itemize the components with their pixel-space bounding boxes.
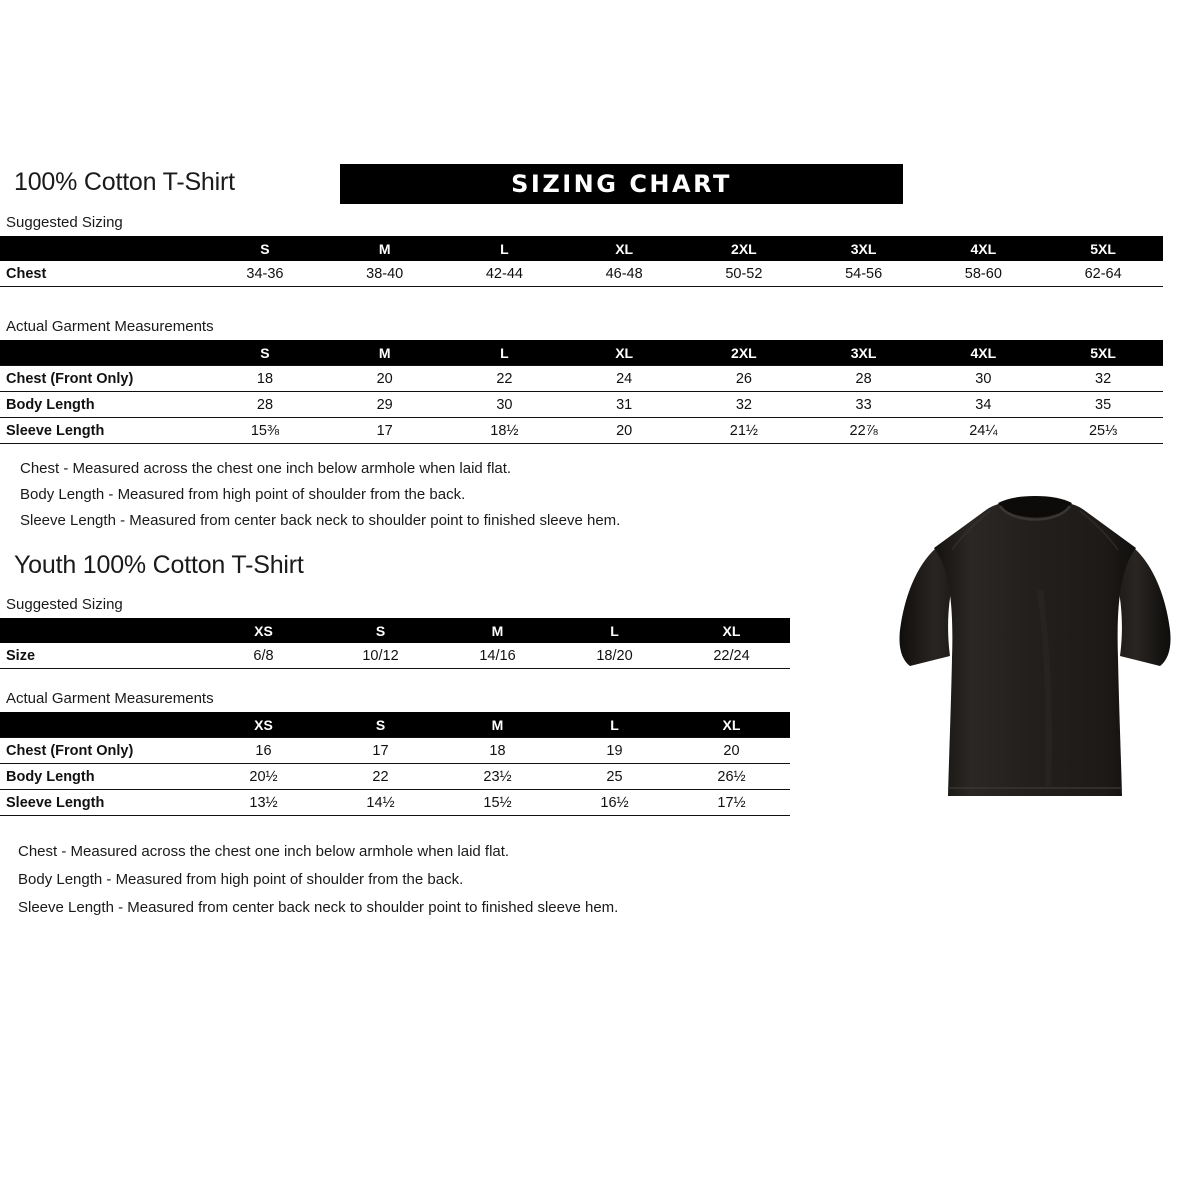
adult-section-title: 100% Cotton T-Shirt (14, 168, 235, 196)
youth-note-body-length: Body Length - Measured from high point of shoulder from the back. (18, 871, 464, 888)
table-row (0, 790, 790, 815)
column-header: M (378, 240, 391, 257)
column-header: L (610, 622, 619, 639)
cell-value: 20½ (249, 768, 278, 785)
column-header: M (491, 622, 504, 639)
youth-note-sleeve-length: Sleeve Length - Measured from center back neck to shoulder point to finished sleeve hem. (18, 899, 619, 916)
column-header: S (260, 240, 270, 257)
cell-value: 50-52 (725, 265, 763, 282)
column-header: S (375, 716, 386, 733)
adult-note-body-length: Body Length - Measured from high point of shoulder from the back. (20, 486, 466, 503)
cell-value: 21½ (729, 422, 758, 439)
column-header: L (500, 240, 509, 257)
cell-value: 23½ (483, 768, 512, 785)
tshirt-body (934, 500, 1136, 796)
youth-note-chest: Chest - Measured across the chest one inch below armhole when laid flat. (18, 843, 510, 860)
youth-suggested-sizing-label: Suggested Sizing (6, 596, 123, 613)
cell-value: 38-40 (366, 265, 404, 282)
row-label: Sleeve Length (6, 794, 105, 811)
row-label: Chest (Front Only) (6, 742, 134, 759)
cell-value: 18 (489, 742, 506, 759)
cell-value: 17½ (717, 794, 746, 811)
cell-value: 30 (975, 370, 992, 387)
row-label: Chest (Front Only) (6, 370, 134, 387)
column-header (0, 236, 205, 261)
cell-value: 17 (372, 742, 389, 759)
row-label: Chest (6, 265, 47, 282)
cell-value: 22 (496, 370, 513, 387)
adult-note-sleeve-length: Sleeve Length - Measured from center back neck to shoulder point to finished sleeve hem. (20, 512, 621, 529)
column-header: 4XL (970, 344, 997, 361)
column-header: 3XL (850, 344, 877, 361)
youth-section-title: Youth 100% Cotton T-Shirt (14, 551, 304, 579)
adult-note-chest: Chest - Measured across the chest one inch below armhole when laid flat. (20, 460, 512, 477)
row-label: Body Length (6, 768, 95, 785)
cell-value: 28 (256, 396, 274, 413)
cell-value: 35 (1095, 396, 1112, 413)
black-tshirt-illustration (890, 470, 1180, 815)
column-header: XL (722, 622, 741, 639)
cell-value: 58-60 (964, 265, 1002, 282)
table-rule (0, 668, 790, 669)
youth-suggested-sizing-table (0, 618, 790, 669)
cell-value: 17 (376, 422, 393, 439)
adult-suggested-sizing-table (0, 236, 1163, 287)
table-rule (0, 443, 1163, 444)
column-header (0, 712, 205, 737)
cell-value: 18/20 (596, 647, 633, 664)
sizing-chart-banner-label: SIZING CHART (511, 170, 732, 198)
column-header: 2XL (731, 240, 757, 257)
cell-value: 34 (975, 396, 992, 413)
cell-value: 16 (255, 742, 272, 759)
cell-value: 10/12 (362, 647, 399, 664)
cell-value: 26½ (717, 768, 746, 785)
cell-value: 29 (376, 396, 393, 413)
table-row (0, 764, 790, 789)
column-header: XS (254, 716, 273, 733)
column-header: S (375, 622, 386, 639)
cell-value: 62-64 (1084, 265, 1122, 282)
column-header: L (500, 344, 509, 361)
column-header: L (610, 716, 619, 733)
cell-value: 15½ (483, 794, 512, 811)
cell-value: 31 (616, 396, 633, 413)
cell-value: 22⅞ (849, 422, 878, 439)
table-header-row (0, 340, 1163, 365)
cell-value: 18½ (490, 422, 519, 439)
cell-value: 54-56 (845, 265, 883, 282)
cell-value: 32 (1095, 370, 1112, 387)
cell-value: 30 (496, 396, 513, 413)
column-header: XL (615, 240, 634, 257)
cell-value: 24¼ (969, 422, 998, 439)
cell-value: 22 (372, 768, 389, 785)
cell-value: 32 (735, 396, 752, 413)
column-header: M (491, 716, 504, 733)
column-header: XL (615, 344, 634, 361)
column-header: 5XL (1090, 240, 1116, 257)
column-header: XS (254, 622, 273, 639)
column-header: 2XL (731, 344, 757, 361)
cell-value: 20 (616, 422, 633, 439)
column-header: M (378, 344, 391, 361)
cell-value: 14½ (366, 794, 395, 811)
cell-value: 42-44 (485, 265, 523, 282)
column-header (0, 340, 205, 365)
table-row (0, 392, 1163, 417)
cell-value: 25⅓ (1088, 422, 1118, 439)
column-header: 5XL (1090, 344, 1116, 361)
column-header: 3XL (850, 240, 877, 257)
table-row (0, 366, 1163, 391)
cell-value: 34-36 (246, 265, 284, 282)
cell-value: 19 (606, 742, 623, 759)
table-header-row (0, 712, 790, 737)
row-label: Body Length (6, 396, 95, 413)
row-label: Size (6, 647, 36, 664)
table-rule (0, 815, 790, 816)
cell-value: 28 (855, 370, 872, 387)
column-header (0, 618, 205, 643)
cell-value: 18 (256, 370, 274, 387)
sizing-chart-banner (340, 164, 903, 204)
column-header: 4XL (970, 240, 997, 257)
table-rule (0, 286, 1163, 287)
column-header: XL (722, 716, 741, 733)
cell-value: 26 (735, 370, 752, 387)
row-label: Sleeve Length (6, 422, 105, 439)
cell-value: 16½ (600, 794, 629, 811)
table-row (0, 738, 790, 763)
youth-actual-measurements-label: Actual Garment Measurements (6, 690, 214, 707)
table-header-row (0, 236, 1163, 261)
table-row (0, 418, 1163, 443)
table-header-row (0, 618, 790, 643)
adult-suggested-sizing-label: Suggested Sizing (6, 214, 123, 231)
cell-value: 6/8 (253, 647, 274, 664)
column-header: S (260, 344, 270, 361)
table-row (0, 261, 1163, 286)
youth-actual-measurements-table (0, 712, 790, 816)
cell-value: 46-48 (605, 265, 643, 282)
cell-value: 24 (616, 370, 633, 387)
table-row (0, 643, 790, 668)
cell-value: 14/16 (479, 647, 516, 664)
cell-value: 15⅜ (250, 422, 280, 439)
cell-value: 22/24 (713, 647, 750, 664)
cell-value: 13½ (249, 794, 278, 811)
adult-actual-measurements-table (0, 340, 1163, 444)
cell-value: 20 (376, 370, 393, 387)
cell-value: 25 (606, 768, 623, 785)
adult-actual-measurements-label: Actual Garment Measurements (6, 318, 214, 335)
cell-value: 33 (855, 396, 872, 413)
cell-value: 20 (723, 742, 740, 759)
